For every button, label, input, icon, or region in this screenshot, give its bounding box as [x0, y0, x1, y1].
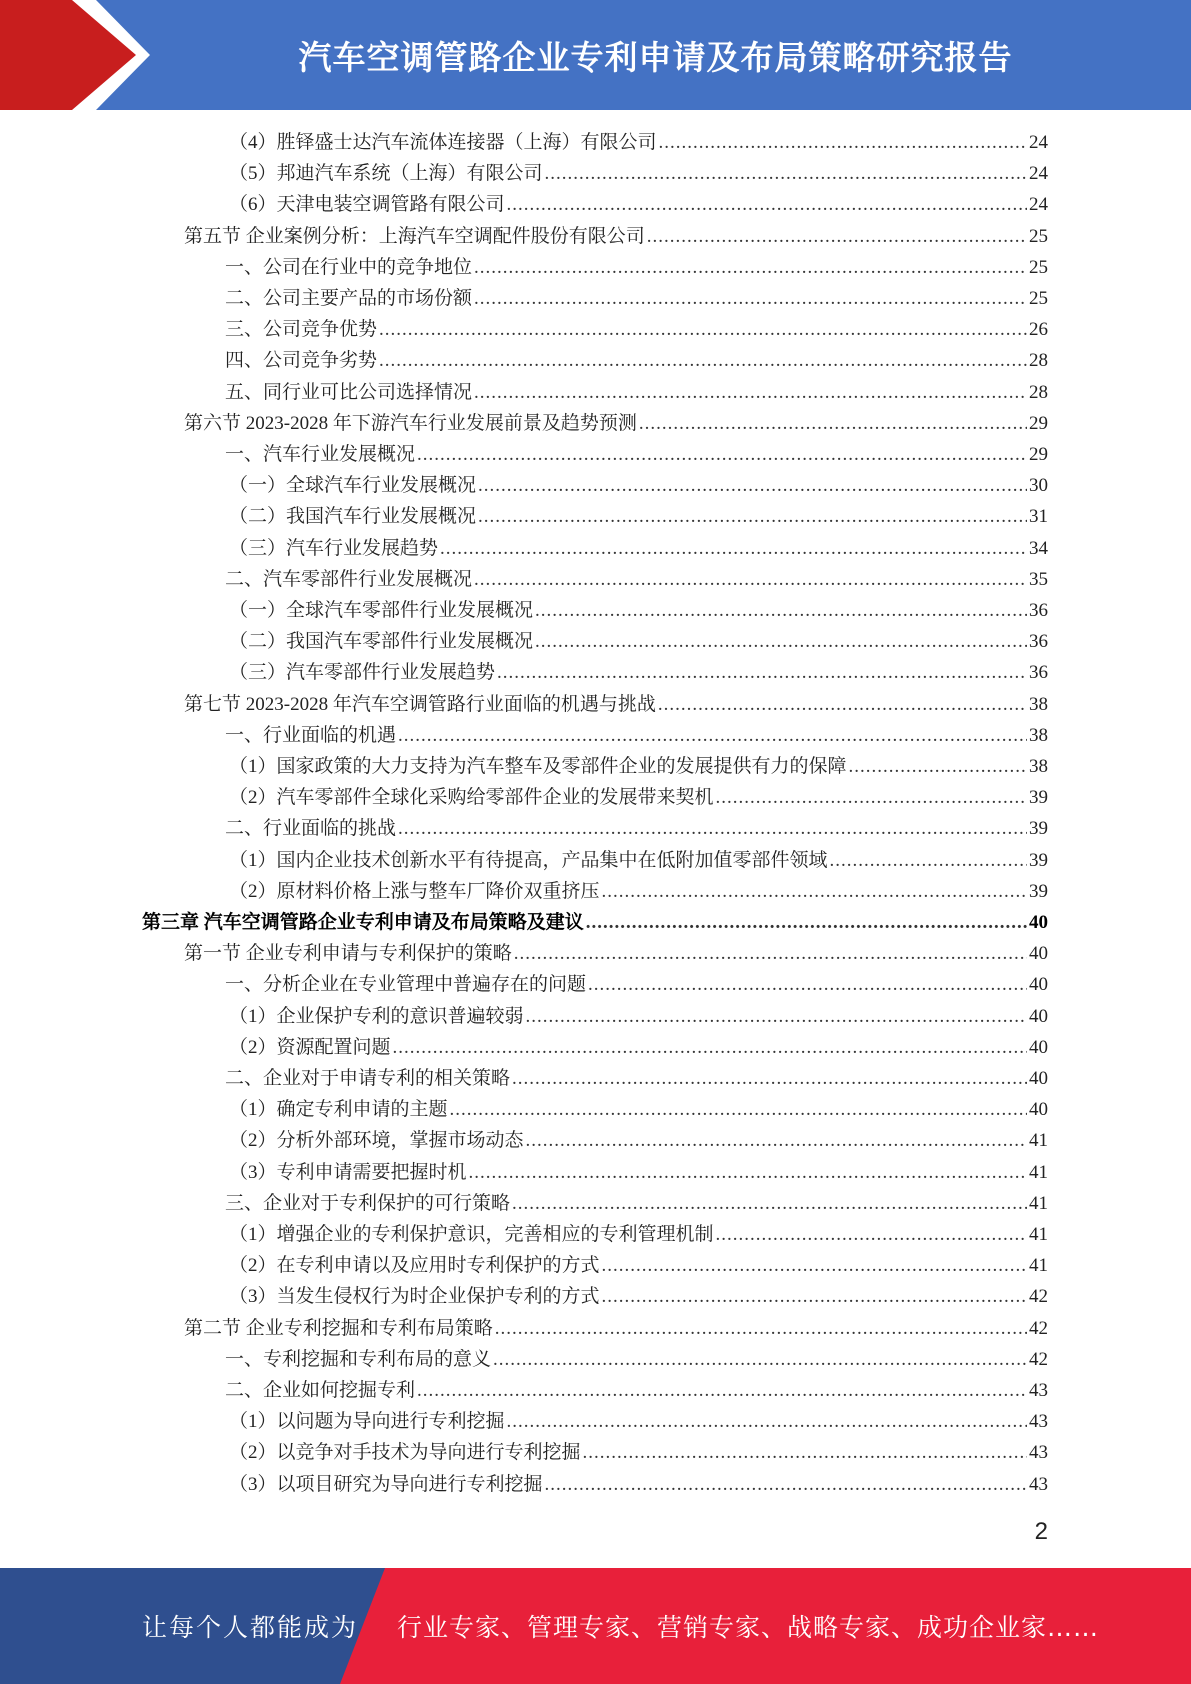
toc-entry-label: （3）当发生侵权行为时企业保护专利的方式: [229, 1286, 600, 1308]
toc-entry[interactable]: [225, 969, 1048, 1000]
toc-entry[interactable]: [225, 377, 1048, 408]
toc-entry-page: 42: [1029, 1286, 1048, 1308]
toc-entry[interactable]: [225, 1344, 1048, 1375]
toc-entry-page: 24: [1029, 194, 1048, 216]
toc-leader-dots: [512, 1063, 1027, 1094]
toc-entry-page: 38: [1029, 724, 1048, 746]
toc-entry-page: 24: [1029, 163, 1048, 185]
toc-leader-dots: [495, 1313, 1027, 1344]
toc-leader-dots: [474, 283, 1027, 314]
toc-entry-label: 二、行业面临的挑战: [225, 818, 397, 840]
toc-entry-page: 29: [1029, 444, 1048, 465]
toc-leader-dots: [659, 127, 1027, 158]
toc-leader-dots: [602, 876, 1027, 907]
toc-entry[interactable]: [225, 283, 1048, 314]
toc-entry[interactable]: [225, 720, 1048, 751]
toc-entry-page: 41: [1029, 1224, 1048, 1245]
toc-entry-page: 41: [1029, 1161, 1048, 1183]
toc-entry-page: 42: [1029, 1317, 1048, 1339]
toc-entry[interactable]: [184, 938, 1048, 969]
report-title: 汽车空调管路企业专利申请及布局策略研究报告: [298, 37, 1013, 77]
toc-entry-label: （1）企业保护专利的意识普遍较弱: [229, 1005, 524, 1027]
toc-leader-dots: [647, 221, 1027, 252]
toc-entry-label: （1）增强企业的专利保护意识，完善相应的专利管理机制: [229, 1224, 714, 1245]
toc-entry-page: 38: [1029, 756, 1048, 777]
toc-entry-label: （1）国内企业技术创新水平有待提高，产品集中在低附加值零部件领域: [229, 849, 828, 871]
toc-entry-page: 31: [1029, 506, 1048, 528]
toc-leader-dots: [535, 595, 1027, 626]
toc-entry-page: 35: [1029, 568, 1048, 590]
toc-entry-page: 36: [1029, 631, 1048, 653]
toc-leader-dots: [474, 377, 1027, 408]
toc-entry-page: 40: [1029, 1036, 1048, 1058]
toc-entry-page: 41: [1029, 1130, 1048, 1152]
toc-leader-dots: [469, 1157, 1027, 1188]
toc-entry-page: 42: [1029, 1348, 1048, 1370]
toc-entry-page: 25: [1029, 288, 1048, 309]
toc-entry[interactable]: [229, 1001, 1048, 1032]
footer-slogan-right: 行业专家、管理专家、营销专家、战略专家、成功企业家……: [397, 1613, 1100, 1642]
toc-entry-page: 39: [1029, 818, 1048, 840]
toc-entry-label: （6）天津电装空调管路有限公司: [229, 194, 505, 216]
toc-entry[interactable]: [229, 626, 1048, 657]
toc-leader-dots: [417, 439, 1027, 470]
toc-entry[interactable]: [225, 314, 1048, 345]
toc-entry-page: 43: [1029, 1442, 1048, 1464]
toc-entry-label: （5）邦迪汽车系统（上海）有限公司: [229, 163, 543, 185]
toc-entry-label: （4）胜铎盛士达汽车流体连接器（上海）有限公司: [229, 132, 657, 153]
toc-entry[interactable]: [229, 1094, 1048, 1125]
toc-entry[interactable]: [184, 689, 1048, 720]
toc-leader-dots: [379, 314, 1027, 345]
toc-entry-label: 二、汽车零部件行业发展概况: [225, 568, 473, 590]
toc-entry-label: 二、企业对于申请专利的相关策略: [225, 1068, 511, 1089]
toc-leader-dots: [526, 1125, 1027, 1156]
toc-leader-dots: [379, 345, 1027, 376]
toc-entry[interactable]: [184, 408, 1048, 439]
toc-entry[interactable]: [229, 501, 1048, 532]
toc-entry-label: 第七节 2023-2028 年汽车空调管路行业面临的机遇与挑战: [184, 693, 656, 715]
toc-entry[interactable]: [184, 1313, 1048, 1344]
toc-entry-label: 第五节 企业案例分析：上海汽车空调配件股份有限公司: [184, 225, 645, 247]
toc-entry-label: （1）国家政策的大力支持为汽车整车及零部件企业的发展提供有力的保障: [229, 756, 847, 777]
toc-entry[interactable]: [229, 189, 1048, 220]
toc-entry[interactable]: [229, 657, 1048, 688]
toc-entry[interactable]: [225, 1063, 1048, 1094]
toc-chapter-entry[interactable]: [142, 907, 1048, 938]
toc-entry-label: （三）汽车行业发展趋势: [229, 537, 439, 559]
toc-entry-label: （一）全球汽车零部件行业发展概况: [229, 600, 534, 621]
toc-entry-page: 24: [1029, 132, 1048, 153]
toc-leader-dots: [478, 501, 1027, 532]
toc-entry[interactable]: [229, 533, 1048, 564]
toc-entry-label: （3）以项目研究为导向进行专利挖掘: [229, 1473, 543, 1495]
toc-entry-page: 34: [1029, 537, 1048, 559]
toc-entry[interactable]: [229, 470, 1048, 501]
toc-leader-dots: [830, 845, 1027, 876]
toc-entry[interactable]: [229, 1469, 1048, 1500]
toc-entry-page: 43: [1029, 1380, 1048, 1401]
toc-entry-label: （2）分析外部环境，掌握市场动态: [229, 1130, 524, 1152]
toc-entry-label: 第三章 汽车空调管路企业专利申请及布局策略及建议: [142, 912, 584, 933]
toc-entry-page: 25: [1029, 225, 1048, 247]
toc-leader-dots: [588, 969, 1027, 1000]
toc-entry-page: 26: [1029, 319, 1048, 341]
toc-leader-dots: [507, 1406, 1027, 1437]
toc-entry-page: 25: [1029, 256, 1048, 278]
toc-leader-dots: [507, 189, 1027, 220]
toc-entry-label: 一、公司在行业中的竞争地位: [225, 256, 473, 278]
toc-entry[interactable]: [229, 845, 1048, 876]
toc-entry-label: （3）专利申请需要把握时机: [229, 1161, 467, 1183]
toc-entry[interactable]: [229, 1250, 1048, 1281]
toc-entry-page: 39: [1029, 880, 1048, 902]
toc-entry-label: （一）全球汽车行业发展概况: [229, 475, 477, 497]
toc-leader-dots: [586, 907, 1027, 938]
toc-entry-label: （2）以竞争对手技术为导向进行专利挖掘: [229, 1442, 581, 1464]
toc-entry[interactable]: [225, 564, 1048, 595]
toc-entry[interactable]: [229, 876, 1048, 907]
toc-leader-dots: [514, 938, 1027, 969]
footer-slogan-left: 让每个人都能成为: [142, 1613, 359, 1642]
toc-entry[interactable]: [229, 1219, 1048, 1250]
toc-entry-label: 一、分析企业在专业管理中普遍存在的问题: [225, 974, 587, 996]
toc-leader-dots: [849, 751, 1027, 782]
toc-leader-dots: [474, 252, 1027, 283]
toc-entry-label: （三）汽车零部件行业发展趋势: [229, 662, 496, 684]
toc-entry-label: 三、企业对于专利保护的可行策略: [225, 1192, 511, 1214]
toc-entry-page: 43: [1029, 1411, 1048, 1433]
toc-entry-page: 36: [1029, 662, 1048, 684]
toc-entry[interactable]: [225, 252, 1048, 283]
toc-entry-label: （二）我国汽车零部件行业发展概况: [229, 631, 534, 653]
toc-entry[interactable]: [229, 1125, 1048, 1156]
toc-entry-page: 41: [1029, 1192, 1048, 1214]
toc-entry[interactable]: [229, 782, 1048, 813]
toc-leader-dots: [450, 1094, 1027, 1125]
toc-entry-page: 43: [1029, 1473, 1048, 1495]
toc-entry-label: 四、公司竞争劣势: [225, 350, 378, 372]
toc-entry-page: 38: [1029, 693, 1048, 715]
toc-leader-dots: [493, 1344, 1027, 1375]
toc-entry-label: 第二节 企业专利挖掘和专利布局策略: [184, 1317, 493, 1339]
toc-leader-dots: [478, 470, 1027, 501]
toc-entry-label: 一、专利挖掘和专利布局的意义: [225, 1348, 492, 1370]
toc-entry[interactable]: [229, 1437, 1048, 1468]
toc-entry-label: （1）以问题为导向进行专利挖掘: [229, 1411, 505, 1433]
toc-entry-label: 二、公司主要产品的市场份额: [225, 288, 473, 309]
toc-entry[interactable]: [229, 1157, 1048, 1188]
toc-entry-page: 40: [1029, 912, 1048, 933]
toc-entry-label: （2）在专利申请以及应用时专利保护的方式: [229, 1255, 600, 1277]
toc-entry-page: 39: [1029, 787, 1048, 809]
toc-entry-page: 41: [1029, 1255, 1048, 1277]
toc-entry-label: 二、企业如何挖掘专利: [225, 1380, 416, 1401]
toc-entry[interactable]: [225, 1188, 1048, 1219]
toc-entry-page: 40: [1029, 974, 1048, 996]
toc-leader-dots: [417, 1375, 1027, 1406]
toc-entry[interactable]: [229, 751, 1048, 782]
toc-leader-dots: [526, 1001, 1027, 1032]
toc-leader-dots: [716, 1219, 1027, 1250]
toc-leader-dots: [497, 657, 1027, 688]
page-number: 2: [1034, 1518, 1048, 1545]
toc-entry-label: （1）确定专利申请的主题: [229, 1099, 448, 1121]
toc-entry[interactable]: [225, 813, 1048, 844]
toc-entry-label: 第六节 2023-2028 年下游汽车行业发展前景及趋势预测: [184, 412, 637, 434]
toc-entry[interactable]: [229, 1281, 1048, 1312]
red-arrow-shape: [0, 0, 136, 110]
toc-leader-dots: [398, 720, 1027, 751]
toc-entry-page: 40: [1029, 1068, 1048, 1089]
toc-entry-page: 28: [1029, 350, 1048, 372]
toc-entry-label: 五、同行业可比公司选择情况: [225, 381, 473, 403]
toc-entry-page: 40: [1029, 943, 1048, 965]
toc-entry-page: 29: [1029, 412, 1048, 434]
toc-entry-page: 40: [1029, 1005, 1048, 1027]
toc-leader-dots: [602, 1250, 1027, 1281]
toc-entry-label: 一、汽车行业发展概况: [225, 444, 416, 465]
toc-entry-page: 28: [1029, 381, 1048, 403]
toc-entry-label: 三、公司竞争优势: [225, 319, 378, 341]
toc-entry-page: 30: [1029, 475, 1048, 497]
toc-entry[interactable]: [229, 127, 1048, 158]
toc-entry[interactable]: [225, 1375, 1048, 1406]
toc-entry-label: （二）我国汽车行业发展概况: [229, 506, 477, 528]
toc-entry[interactable]: [229, 158, 1048, 189]
toc-entry-page: 40: [1029, 1099, 1048, 1121]
toc-leader-dots: [512, 1188, 1027, 1219]
toc-entry[interactable]: [225, 345, 1048, 376]
toc-leader-dots: [658, 689, 1027, 720]
toc-leader-dots: [545, 158, 1027, 189]
page-header: [0, 0, 1191, 110]
toc-entry[interactable]: [184, 221, 1048, 252]
toc-leader-dots: [440, 533, 1027, 564]
toc-entry[interactable]: [229, 1406, 1048, 1437]
toc-entry-label: （2）汽车零部件全球化采购给零部件企业的发展带来契机: [229, 787, 714, 809]
toc-entry-page: 36: [1029, 600, 1048, 621]
toc-leader-dots: [535, 626, 1027, 657]
toc-entry-label: （2）资源配置问题: [229, 1036, 391, 1058]
toc-leader-dots: [474, 564, 1027, 595]
page-footer: [0, 1568, 1191, 1684]
toc-entry[interactable]: [229, 1032, 1048, 1063]
toc-entry-label: 第一节 企业专利申请与专利保护的策略: [184, 943, 512, 965]
toc-entry-page: 39: [1029, 849, 1048, 871]
toc-leader-dots: [583, 1437, 1027, 1468]
toc-leader-dots: [602, 1281, 1027, 1312]
toc-entry-label: （2）原材料价格上涨与整车厂降价双重挤压: [229, 880, 600, 902]
toc-entry[interactable]: [225, 439, 1048, 470]
toc-leader-dots: [716, 782, 1027, 813]
toc-leader-dots: [393, 1032, 1027, 1063]
toc-leader-dots: [639, 408, 1027, 439]
toc-leader-dots: [545, 1469, 1027, 1500]
toc-leader-dots: [398, 813, 1027, 844]
toc-entry[interactable]: [229, 595, 1048, 626]
toc-entry-label: 一、行业面临的机遇: [225, 724, 397, 746]
